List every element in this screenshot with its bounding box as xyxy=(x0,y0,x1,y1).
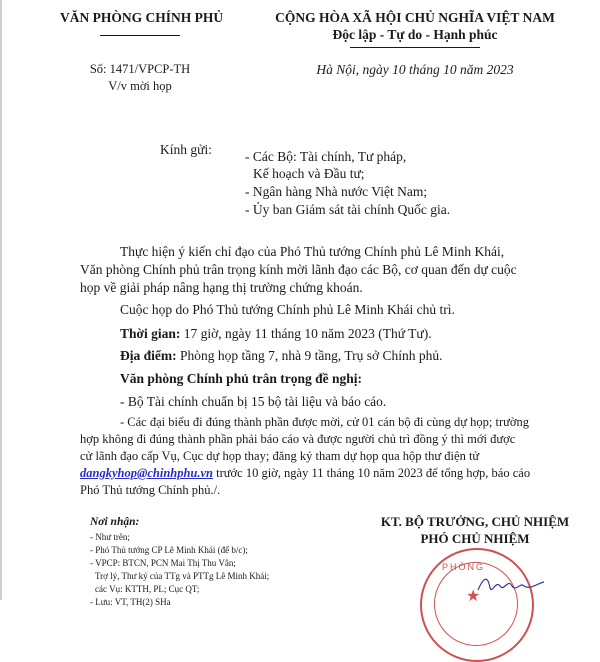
recipient-line: - Ủy ban Giám sát tài chính Quốc gia. xyxy=(245,202,451,217)
body-line: Thực hiện ý kiến chỉ đạo của Phó Thủ tướng Chính phủ Lê Minh Khái, xyxy=(120,244,505,259)
agency-underline xyxy=(100,35,180,36)
distribution-item: Trợ lý, Thư ký của TTg và PTTg Lê Minh Khái; xyxy=(95,571,270,581)
request-item-line: Phó Thủ tướng Chính phủ./. xyxy=(80,483,221,497)
page-edge xyxy=(0,0,2,600)
meeting-venue xyxy=(120,348,443,364)
distribution-item: các Vụ: KTTH, PL; Cục QT; xyxy=(95,584,200,594)
request-heading: Văn phòng Chính phủ trân trọng đề nghị: xyxy=(120,371,362,386)
time-label: Thời gian: xyxy=(120,326,181,341)
distribution-item: - Như trên; xyxy=(90,532,130,542)
request-item: - Bộ Tài chính chuẩn bị 15 bộ tài liệu và báo cáo. xyxy=(120,394,387,409)
distribution-item: - Lưu: VT, TH(2) SHa xyxy=(90,597,171,607)
nation-motto: Độc lập - Tự do - Hạnh phúc xyxy=(332,27,498,42)
seal-text: PHÒNG xyxy=(442,562,486,572)
document-number: Số: 1471/VPCP-TH xyxy=(89,62,191,76)
recipient-line: - Ngân hàng Nhà nước Việt Nam; xyxy=(245,184,428,199)
motto-underline xyxy=(350,47,480,48)
body-line: họp về giải pháp nâng hạng thị trường chứng khoán. xyxy=(80,280,363,295)
body-line: Văn phòng Chính phủ trân trọng kính mời lãnh đạo các Bộ, cơ quan đến dự cuộc xyxy=(80,262,517,277)
time-value: 17 giờ, ngày 11 tháng 10 năm 2023 (Thứ Tư). xyxy=(180,326,432,341)
request-item-line: cử lãnh đạo cấp Vụ, Cục dự họp thay; đăng ký tham dự họp qua hộp thư điện tử xyxy=(80,449,480,463)
venue-value: Phòng họp tầng 7, nhà 9 tầng, Trụ sở Chính phủ. xyxy=(176,348,443,363)
official-seal xyxy=(420,548,534,662)
request-item-line: hợp không đi đúng thành phần phải báo cáo và được người chủ trì đồng ý thì mới được xyxy=(80,432,516,446)
meeting-time xyxy=(120,326,432,342)
distribution-item: - Phó Thủ tướng CP Lê Minh Khái (để b/c); xyxy=(90,545,248,555)
distribution-label: Nơi nhận: xyxy=(90,516,140,528)
recipient-line: Kế hoạch và Đầu tư; xyxy=(253,166,365,181)
meeting-chair: Cuộc họp do Phó Thủ tướng Chính phủ Lê Minh Khái chủ trì. xyxy=(120,302,455,317)
recipient-line: - Các Bộ: Tài chính, Tư pháp, xyxy=(245,149,407,164)
agency-name: VĂN PHÒNG CHÍNH PHỦ xyxy=(60,10,224,25)
email-tail: trước 10 giờ, ngày 11 tháng 10 năm 2023 để tổng hợp, báo cáo xyxy=(213,466,531,480)
request-item-line: - Các đại biểu đi đúng thành phần được mời, cử 01 cán bộ đi cùng dự họp; trường xyxy=(120,415,530,429)
request-item-line xyxy=(80,466,530,481)
signature-title: KT. BỘ TRƯỞNG, CHỦ NHIỆM xyxy=(380,514,570,529)
handwritten-signature xyxy=(476,572,546,596)
venue-label: Địa điểm: xyxy=(120,348,177,363)
place-date: Hà Nội, ngày 10 tháng 10 năm 2023 xyxy=(316,62,514,77)
nation-name: CỘNG HÒA XÃ HỘI CHỦ NGHĨA VIỆT NAM xyxy=(275,10,555,25)
recipients-label: Kính gửi: xyxy=(160,142,212,157)
seal-star-icon: ★ xyxy=(466,588,481,605)
document-subject: V/v mời họp xyxy=(108,79,172,93)
signature-role: PHÓ CHỦ NHIỆM xyxy=(420,531,530,546)
distribution-item: - VPCP: BTCN, PCN Mai Thị Thu Vân; xyxy=(90,558,236,568)
registration-email-link[interactable]: dangkyhop@chinhphu.vn xyxy=(80,466,214,480)
